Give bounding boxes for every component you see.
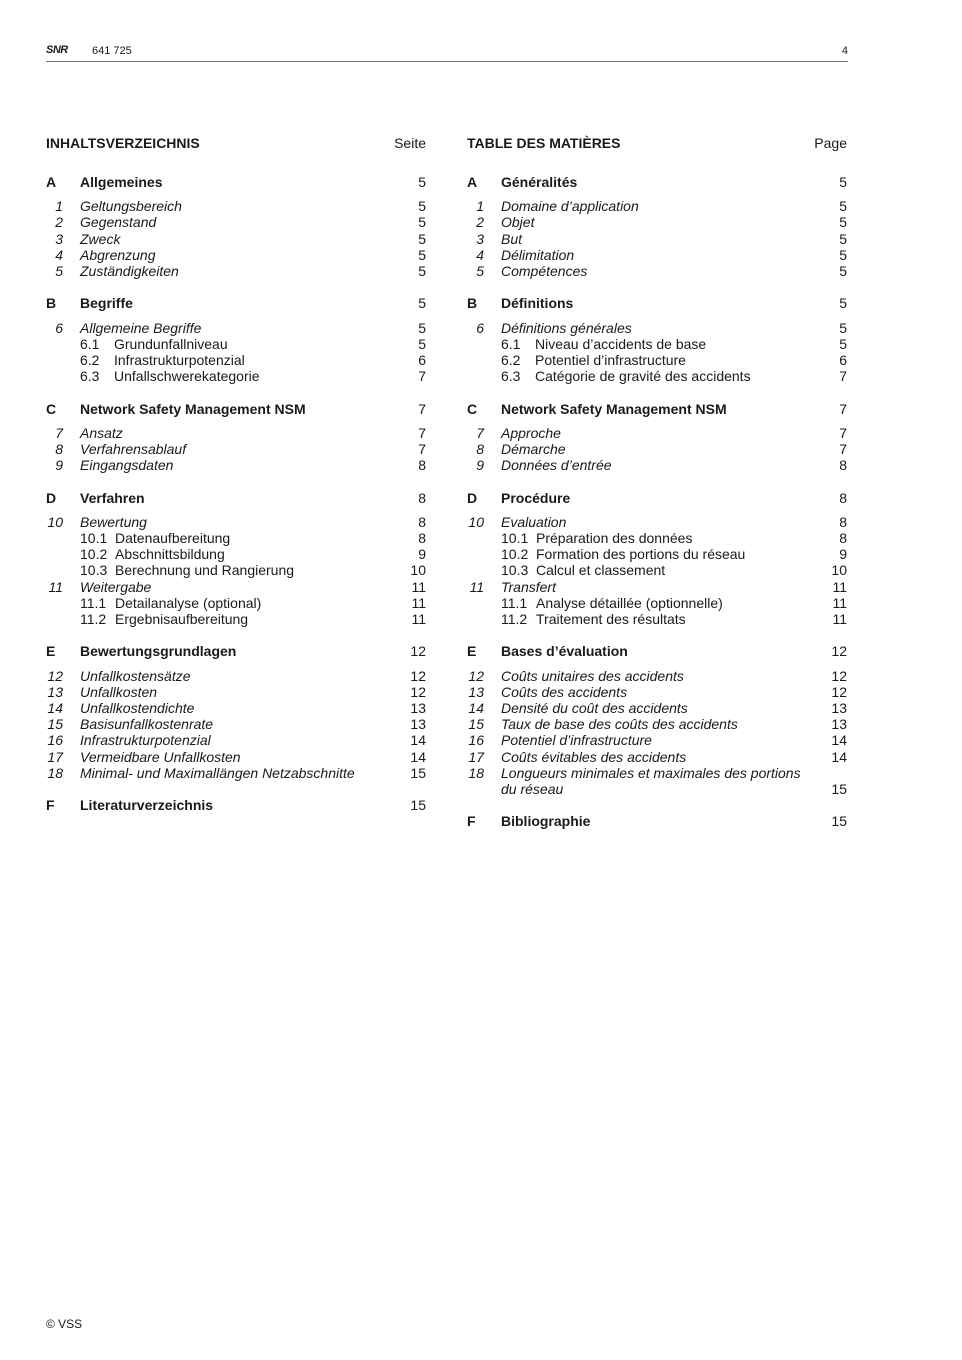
toc-entry <box>467 214 847 230</box>
section-heading <box>467 643 847 659</box>
subentry-title: Catégorie de gravité des accidents <box>535 368 751 385</box>
section-spacer <box>467 384 847 400</box>
page-ref: 5 <box>418 319 426 336</box>
section-spacer <box>46 781 426 797</box>
entry-number: 11 <box>48 578 63 595</box>
section-spacer <box>467 279 847 295</box>
entry-title: Vermeidbare Unfallkosten <box>80 748 241 765</box>
toc-entry <box>46 214 426 230</box>
toc-entry <box>46 765 426 781</box>
page-ref: 5 <box>839 263 847 279</box>
toc-entry <box>467 457 847 473</box>
section-spacer <box>46 384 426 400</box>
entry-title: Verfahrensablauf <box>80 440 187 457</box>
section-title: Verfahren <box>80 489 145 506</box>
toc-entry <box>467 514 847 530</box>
section-letter: A <box>467 174 478 190</box>
entry-number: 1 <box>476 198 484 215</box>
toc-subentry <box>467 336 847 352</box>
toc-entry <box>467 765 847 797</box>
toc-entry <box>467 198 847 214</box>
section-title: Begriffe <box>80 295 133 312</box>
toc-subentry <box>46 352 426 368</box>
subentry-number: 10.3 <box>501 562 529 579</box>
page-ref: 5 <box>418 173 426 190</box>
page-ref: 6 <box>418 351 426 368</box>
toc-subentry <box>46 595 426 611</box>
toc-heading <box>467 134 847 174</box>
section-title: Bibliographie <box>501 813 591 830</box>
section-letter: B <box>46 295 57 312</box>
toc-title: INHALTSVERZEICHNIS <box>46 135 200 151</box>
entry-title: Densité du coût des accidents <box>501 699 688 716</box>
entry-title: Zuständigkeiten <box>80 263 179 279</box>
page-ref: 7 <box>839 368 847 385</box>
page-ref: 11 <box>832 610 847 627</box>
subentry-number: 11.1 <box>501 594 528 611</box>
section-letter: F <box>467 813 476 830</box>
entry-title: Gegenstand <box>80 214 157 231</box>
entry-number: 5 <box>476 263 484 279</box>
entry-title: Définitions générales <box>501 319 632 336</box>
page-ref: 8 <box>418 529 426 546</box>
page-ref: 11 <box>411 578 426 595</box>
page-ref: 13 <box>410 716 426 733</box>
section-spacer <box>467 473 847 489</box>
entry-title: Evaluation <box>501 513 567 530</box>
toc-entry <box>46 263 426 279</box>
page-ref: 11 <box>411 594 426 611</box>
entry-title: Longueurs minimales et maximales des portions du réseau <box>501 764 801 797</box>
toc-entry <box>46 320 426 336</box>
page-number: 4 <box>841 45 848 57</box>
section-letter: E <box>46 643 56 660</box>
subentry-number: 11.2 <box>80 610 107 627</box>
section-heading <box>46 797 426 813</box>
page-ref: 9 <box>418 546 426 563</box>
page-ref: 5 <box>418 214 426 231</box>
toc-entry <box>467 668 847 684</box>
entry-title: Unfallkosten <box>80 683 158 700</box>
subentry-number: 6.2 <box>80 351 100 368</box>
section-heading <box>46 295 426 311</box>
page-ref: 10 <box>410 562 426 579</box>
subentry-title: Berechnung und Rangierung <box>115 562 295 579</box>
entry-title: Taux de base des coûts des accidents <box>501 716 738 733</box>
page-ref: 5 <box>418 263 426 279</box>
page-ref: 7 <box>418 424 426 441</box>
page-ref: 8 <box>839 529 847 546</box>
toc-entry <box>46 668 426 684</box>
subentry-number: 10.1 <box>501 529 529 546</box>
subentry-number: 11.1 <box>80 594 107 611</box>
entry-title: Bewertung <box>80 513 147 530</box>
toc-entry <box>46 231 426 247</box>
section-title: Bases d’évaluation <box>501 643 628 660</box>
subentry-number: 10.2 <box>501 546 529 563</box>
entry-title: Zweck <box>80 230 121 247</box>
section-letter: C <box>467 400 478 417</box>
subentry-title: Infrastrukturpotenzial <box>114 351 245 368</box>
page-ref: 5 <box>839 246 847 263</box>
entry-title: Weitergabe <box>80 578 152 595</box>
section-title: Network Safety Management NSM <box>501 400 727 417</box>
entry-number: 14 <box>468 699 484 716</box>
entry-title: Infrastrukturpotenzial <box>80 732 211 749</box>
entry-number: 4 <box>55 246 63 263</box>
entry-number: 10 <box>47 513 63 530</box>
entry-title: Abgrenzung <box>80 246 156 263</box>
entry-title: Transfert <box>501 578 556 595</box>
entry-number: 15 <box>47 716 63 733</box>
toc-subentry <box>467 562 847 578</box>
toc-entry <box>467 231 847 247</box>
subentry-title: Potentiel d’infrastructure <box>535 351 686 368</box>
entry-number: 9 <box>476 457 484 474</box>
section-title: Procédure <box>501 489 571 506</box>
page-ref: 12 <box>410 667 426 684</box>
subentry-number: 10.3 <box>80 562 108 579</box>
toc-subentry <box>46 562 426 578</box>
entry-title: Compétences <box>501 263 588 279</box>
page-ref: 12 <box>831 667 847 684</box>
page-ref: 8 <box>418 513 426 530</box>
page-ref: 8 <box>839 457 847 474</box>
entry-number: 15 <box>468 716 484 733</box>
entry-number: 9 <box>55 457 63 474</box>
entry-number: 1 <box>55 198 63 215</box>
page-ref: 12 <box>831 643 847 660</box>
toc-subentry <box>467 546 847 562</box>
entry-number: 2 <box>476 214 484 231</box>
subentry-title: Traitement des résultats <box>536 610 686 627</box>
entry-number: 10 <box>468 513 484 530</box>
page-ref: 5 <box>839 295 847 312</box>
page-ref: 5 <box>839 198 847 215</box>
section-spacer <box>467 627 847 643</box>
page-ref: 11 <box>832 594 847 611</box>
subentry-number: 11.2 <box>501 610 528 627</box>
section-spacer <box>46 473 426 489</box>
page-ref: 7 <box>839 440 847 457</box>
entry-title: Allgemeine Begriffe <box>80 319 202 336</box>
entry-title: Ansatz <box>80 424 123 441</box>
entry-title: Objet <box>501 214 535 231</box>
toc-entry <box>467 684 847 700</box>
entry-title: Geltungsbereich <box>80 198 182 215</box>
section-letter: A <box>46 174 57 190</box>
toc-entry <box>46 457 426 473</box>
entry-number: 14 <box>47 699 63 716</box>
toc-entries <box>467 174 847 830</box>
toc-subentry <box>467 611 847 627</box>
page-ref: 6 <box>839 351 847 368</box>
page-ref: 5 <box>418 335 426 352</box>
entry-number: 2 <box>55 214 63 231</box>
entry-number: 12 <box>47 667 63 684</box>
subentry-number: 6.2 <box>501 351 521 368</box>
section-heading <box>467 813 847 829</box>
subentry-number: 6.3 <box>80 368 100 385</box>
section-heading <box>467 490 847 506</box>
subentry-number: 6.1 <box>501 335 521 352</box>
toc-entry <box>46 700 426 716</box>
toc-entry <box>46 732 426 748</box>
toc-entry <box>467 749 847 765</box>
subentry-number: 10.1 <box>80 529 108 546</box>
section-title: Literaturverzeichnis <box>80 797 214 814</box>
page-ref: 15 <box>831 813 847 830</box>
subentry-title: Analyse détaillée (optionnelle) <box>536 594 723 611</box>
entry-number: 8 <box>476 440 484 457</box>
toc-subentry <box>46 611 426 627</box>
subentry-title: Ergebnisaufbereitung <box>115 610 249 627</box>
page-ref: 13 <box>831 716 847 733</box>
toc-entry <box>467 716 847 732</box>
page-ref: 5 <box>418 198 426 215</box>
entry-title: But <box>501 230 523 247</box>
page-ref: 12 <box>410 683 426 700</box>
toc-title: TABLE DES MATIÈRES <box>467 135 621 151</box>
page-ref: 15 <box>410 764 426 781</box>
copyright-footer: © VSS <box>46 1317 83 1331</box>
entry-number: 18 <box>47 764 63 781</box>
entry-number: 17 <box>47 748 63 765</box>
entry-title: Basisunfallkostenrate <box>80 716 214 733</box>
snr-logo: SNR <box>46 44 68 56</box>
toc-entry <box>46 247 426 263</box>
page-ref: 5 <box>418 246 426 263</box>
section-heading <box>46 490 426 506</box>
toc-entry <box>467 700 847 716</box>
section-letter: C <box>46 400 57 417</box>
section-heading <box>46 174 426 190</box>
toc-french <box>467 134 847 838</box>
page-ref: 5 <box>418 295 426 312</box>
page-ref: 14 <box>831 748 847 765</box>
page-header <box>46 43 848 62</box>
page-column-label: Seite <box>394 135 426 151</box>
section-spacer <box>46 627 426 643</box>
toc-subentry <box>467 530 847 546</box>
page-ref: 10 <box>831 562 847 579</box>
section-letter: F <box>46 797 55 814</box>
entry-number: 6 <box>476 319 484 336</box>
section-spacer <box>467 797 847 813</box>
toc-entry <box>467 263 847 279</box>
subentry-title: Grundunfallniveau <box>114 335 228 352</box>
entry-title: Coûts unitaires des accidents <box>501 667 684 684</box>
entry-number: 12 <box>468 667 484 684</box>
entry-number: 18 <box>468 764 484 781</box>
subentry-number: 10.2 <box>80 546 108 563</box>
toc-entry <box>46 198 426 214</box>
section-title: Allgemeines <box>80 174 163 190</box>
toc-entry <box>46 749 426 765</box>
section-spacer <box>46 279 426 295</box>
toc-entry <box>46 514 426 530</box>
page-ref: 11 <box>411 610 426 627</box>
entry-number: 13 <box>468 683 484 700</box>
entry-number: 7 <box>55 424 63 441</box>
subentry-title: Detailanalyse (optional) <box>115 594 262 611</box>
subentry-title: Formation des portions du réseau <box>536 546 746 563</box>
entry-number: 16 <box>468 732 484 749</box>
toc-subentry <box>46 530 426 546</box>
entry-title: Coûts des accidents <box>501 683 628 700</box>
page-ref: 14 <box>410 732 426 749</box>
toc-entry <box>467 247 847 263</box>
page-ref: 12 <box>410 643 426 660</box>
page-ref: 5 <box>839 230 847 247</box>
toc-subentry <box>467 352 847 368</box>
entry-title: Démarche <box>501 440 566 457</box>
entry-title: Délimitation <box>501 246 575 263</box>
toc-entry <box>467 320 847 336</box>
subentry-title: Unfallschwerekategorie <box>114 368 260 385</box>
page-ref: 5 <box>839 173 847 190</box>
entry-title: Données d’entrée <box>501 457 612 474</box>
entry-number: 4 <box>476 246 484 263</box>
entry-title: Coûts évitables des accidents <box>501 748 687 765</box>
entry-number: 3 <box>476 230 484 247</box>
entry-title: Eingangsdaten <box>80 457 174 474</box>
page-ref: 15 <box>410 797 426 814</box>
page-ref: 7 <box>418 368 426 385</box>
toc-subentry <box>46 336 426 352</box>
section-title: Bewertungsgrundlagen <box>80 643 237 660</box>
entry-number: 5 <box>55 263 63 279</box>
section-heading <box>467 295 847 311</box>
page-ref: 14 <box>831 732 847 749</box>
subentry-title: Niveau d’accidents de base <box>535 335 707 352</box>
page-ref: 13 <box>410 699 426 716</box>
entry-number: 11 <box>469 578 484 595</box>
toc-entry <box>46 579 426 595</box>
toc-entry <box>467 425 847 441</box>
page-ref: 14 <box>410 748 426 765</box>
page-ref: 8 <box>839 513 847 530</box>
entry-title: Unfallkostendichte <box>80 699 195 716</box>
subentry-title: Datenaufbereitung <box>115 529 231 546</box>
entry-title: Approche <box>501 424 561 441</box>
toc-german <box>46 134 426 821</box>
section-letter: B <box>467 295 478 312</box>
entry-number: 13 <box>47 683 63 700</box>
entry-number: 8 <box>55 440 63 457</box>
subentry-title: Abschnittsbildung <box>115 546 225 563</box>
page-ref: 8 <box>418 457 426 474</box>
page-ref: 8 <box>839 489 847 506</box>
document-number: 641 725 <box>92 45 132 57</box>
toc-entry <box>46 684 426 700</box>
page-ref: 8 <box>418 489 426 506</box>
entry-number: 17 <box>468 748 484 765</box>
page-ref: 7 <box>839 424 847 441</box>
section-letter: D <box>467 489 478 506</box>
entry-number: 16 <box>47 732 63 749</box>
section-heading <box>467 174 847 190</box>
page-ref: 5 <box>418 230 426 247</box>
entry-title: Domaine d’application <box>501 198 639 215</box>
section-heading <box>467 401 847 417</box>
section-title: Généralités <box>501 174 578 190</box>
page-ref: 7 <box>839 400 847 417</box>
subentry-number: 6.1 <box>80 335 100 352</box>
page-ref: 12 <box>831 683 847 700</box>
page-ref: 5 <box>839 214 847 231</box>
page-ref: 7 <box>418 440 426 457</box>
entry-number: 7 <box>476 424 484 441</box>
toc-entry <box>46 716 426 732</box>
entry-number: 6 <box>55 319 63 336</box>
page-ref: 15 <box>831 780 847 797</box>
entry-title: Minimal- und Maximallängen Netzabschnitte <box>80 764 355 781</box>
toc-subentry <box>46 546 426 562</box>
entry-number: 3 <box>55 230 63 247</box>
page-ref: 5 <box>839 319 847 336</box>
page-ref: 9 <box>839 546 847 563</box>
section-letter: E <box>467 643 477 660</box>
subentry-title: Calcul et classement <box>536 562 666 579</box>
section-letter: D <box>46 489 57 506</box>
entry-title: Unfallkostensätze <box>80 667 191 684</box>
toc-entry <box>467 579 847 595</box>
page-ref: 13 <box>831 699 847 716</box>
section-title: Définitions <box>501 295 574 312</box>
page-ref: 11 <box>832 578 847 595</box>
toc-entries <box>46 174 426 813</box>
page-ref: 7 <box>418 400 426 417</box>
toc-entry <box>46 425 426 441</box>
page-ref: 5 <box>839 335 847 352</box>
section-heading <box>46 643 426 659</box>
page-column-label: Page <box>814 135 847 151</box>
toc-subentry <box>467 368 847 384</box>
section-heading <box>46 401 426 417</box>
entry-title: Potentiel d’infrastructure <box>501 732 652 749</box>
toc-entry <box>467 441 847 457</box>
subentry-number: 6.3 <box>501 368 521 385</box>
section-title: Network Safety Management NSM <box>80 400 306 417</box>
subentry-title: Préparation des données <box>536 529 693 546</box>
toc-heading <box>46 134 426 174</box>
toc-entry <box>46 441 426 457</box>
toc-subentry <box>46 368 426 384</box>
toc-entry <box>467 732 847 748</box>
toc-subentry <box>467 595 847 611</box>
